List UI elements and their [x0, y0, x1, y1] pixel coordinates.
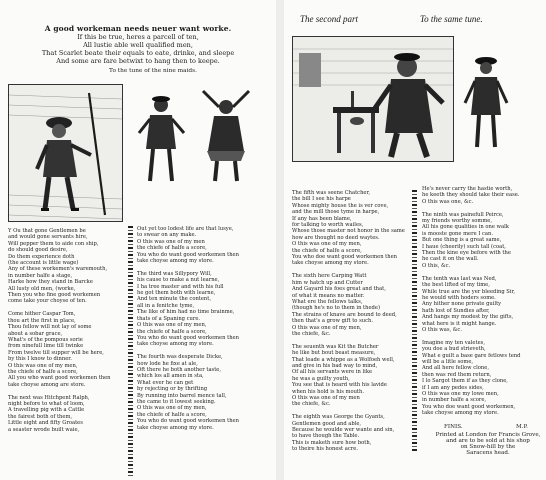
verse-line: O this was one of my men, [137, 322, 207, 329]
verse-line: Y Ou that gone Gentlemen be [8, 228, 86, 234]
subtitle-line: If this be true, heres a parcell of ten, [77, 33, 199, 41]
verse-line: All his gone qualities in one walk [422, 224, 509, 231]
verse-line: While true are the yer bleeding Sir, [422, 288, 516, 295]
verse-line: to have though the Table. [292, 433, 360, 440]
verse-line: From twelve till supper will be here, [8, 349, 104, 356]
verse-line: Little eight and fifty Groates [8, 420, 83, 427]
verse-line: is mooste gone mere I can. [422, 230, 493, 237]
verse-line: Do them experience doth [8, 253, 75, 260]
verse-line: Of all his servants were in like [292, 369, 373, 376]
verse-line: then that's a grow gift to such. [292, 318, 373, 325]
woodcut-raised-arms-figure [195, 89, 257, 187]
verse-line: And Gayard his foes great and that, [292, 286, 386, 293]
subtitle-line: That Scarlet beate their equals to eate, drinke, and sleepe [41, 49, 235, 57]
verse-line: the chiefe of halfe a score, [8, 368, 78, 375]
verse-line: The third was Sillypory Will, [137, 270, 212, 277]
finis-label: FINIS. [444, 424, 463, 430]
woodcut-interior-figures [293, 37, 453, 161]
verse-line: O this was one of my men, [8, 362, 78, 369]
verse-line: The fifth was seene Chatcher, [292, 190, 371, 196]
woodcut-raised-arms-man [194, 88, 258, 188]
verse-line: (the account is little wage) [8, 260, 79, 267]
verse-line: O this was one of my men [137, 238, 205, 245]
verse-line: (though he's no to them in thede) [292, 305, 380, 312]
verse-line: to swear on any make. [137, 232, 197, 239]
verse-line: the best lifted of my time, [422, 282, 490, 289]
verse-line: take choyse among my store. [137, 341, 214, 348]
verse-line: the bill I see his harpe [292, 196, 351, 203]
verse-line: The ninth was painefull Peirce, [422, 211, 504, 218]
verse-line: Come hither Caspar Tom, [8, 311, 76, 318]
verse-line: The fourth was desperate Dicke, [137, 354, 223, 361]
verse-line: the chiefe, &c. [292, 401, 331, 408]
imprint-line: Saracens head. [466, 450, 510, 456]
verse-line: he was a guilty youth, [292, 375, 350, 382]
verse-line: take choyse among are store. [8, 381, 86, 388]
verse-line: O this was one of my men, [292, 241, 362, 248]
verse-line: Any of these workemen's waremouth, [8, 266, 108, 273]
verse-line: O this was one of my men, [137, 405, 207, 412]
verse-line: the chiefe of halfe a score, [137, 328, 207, 335]
verse-line: in number halfe a stage, [8, 272, 73, 279]
woodcut-small-man-figure [134, 93, 189, 189]
verse-line: take choyse among my store. [422, 410, 499, 417]
verse-line: he like but bout beast measure, [292, 350, 376, 357]
verse-line: what here is it might hange. [422, 320, 497, 327]
verse-line: he cast it on the wall. [422, 256, 479, 263]
woodcut-man-figure [9, 85, 122, 221]
verse-line: Harke how they stand in Barcke [8, 279, 93, 286]
verse-line: Out yet too lodest life are that lusye, [137, 226, 234, 232]
verse-line: All lusty old men, (worke, [8, 285, 76, 292]
verse-line: take choyse among my store. [137, 424, 214, 431]
verse-line: You who do want good workemen then [137, 418, 239, 425]
verse-line: If any has been blame, [292, 215, 352, 222]
verse-line: thats of a Spaning cure. [137, 315, 201, 322]
verse-line: of what it means no matter. [292, 292, 365, 299]
verse-line: O this was one my lowe men, [422, 391, 499, 397]
printer-imprint [432, 432, 544, 456]
verse-line: O this was one of my men [292, 395, 360, 401]
ballad-column-4 [422, 186, 544, 417]
verse-line: What's of the pompous sorie [8, 336, 83, 343]
verse-line: if I am any pedes sides, [422, 384, 484, 391]
verse-line: you doe a bud strieveth, [422, 346, 486, 353]
verse-line: The strains of knave are bound to deed, [292, 311, 397, 318]
imprint-line: Printed at London for Francis Grove, [435, 432, 541, 438]
verse-line: take choyse among my store. [292, 260, 369, 267]
verse-line: I lo Sargot them if as they clone, [422, 378, 508, 385]
verse-line: a seaster wrode built waie, [8, 426, 80, 433]
verse-line: his cause to make a nut learne, [137, 277, 220, 284]
page-gutter [276, 0, 284, 480]
verse-line: the fairest both of them, [8, 413, 73, 420]
verse-line: Because he woulde wer wante and sin, [292, 427, 395, 434]
verse-line: The like of him had no time brainme, [137, 309, 235, 316]
verse-line: That leade a whippe as a Wolfoeh well, [292, 356, 395, 363]
ballad-column-1 [8, 228, 126, 433]
imprint-line: on Snow-hill by the [460, 444, 516, 450]
verse-line: and give in his bad way to mind, [292, 362, 378, 369]
verse-line: the chiefe, &c. [292, 330, 331, 337]
verse-line: You who do want good workemen then [137, 334, 239, 341]
verse-line: Thou fellow will not lay of some [8, 324, 92, 331]
verse-line: I haue (cheerily) such tall (coat, [422, 243, 506, 250]
verse-line: from ninefull lime till twinke [8, 343, 84, 350]
verse-line: how lode he fixe at ale, [137, 360, 198, 367]
verse-line: Any hither none private guilty [422, 301, 502, 308]
imprint-line: and are to be sold at his shop [446, 438, 530, 444]
verse-line: You who doe want good workemen, [422, 403, 516, 410]
verse-line: Then you who fine good workemen [8, 292, 101, 299]
verse-line: he would with hoders some. [422, 294, 496, 301]
verse-line: The sixth here Carping Watt [292, 273, 367, 280]
woodcut-gentleman [460, 38, 512, 158]
verse-line: come take your choyse of ten. [8, 298, 87, 305]
verse-line: the chiefe of halfe a score, [137, 245, 207, 252]
verse-line: by this I know to dinner. [8, 356, 72, 363]
verse-line: You see that is heard with his lavide [292, 382, 387, 389]
verse-line: and would gone servants hire, [8, 234, 88, 241]
same-tune-heading: To the same tune. [420, 14, 483, 24]
woodcut-man-with-staff [8, 84, 123, 222]
verse-line: Imagine my ten valetes, [422, 339, 485, 346]
tune-line: To the tune of the nine maids. [109, 68, 197, 74]
verse-line: The eighth was George the Gyants, [292, 414, 385, 421]
verse-line: do should good desire, [8, 247, 68, 254]
verse-line: And hangs my modest by the gifts, [422, 314, 514, 321]
verse-line: to theire his honest acre. [292, 446, 358, 453]
verse-line: I ha tree master and with his full [137, 283, 224, 290]
verse-line: O this was, &c. [422, 326, 462, 333]
verse-line: You who doe want good workemen then [292, 254, 398, 261]
verse-line: By running into barrel mence tall, [137, 392, 227, 399]
column-divider-ornament [128, 226, 133, 478]
subtitle-line: And some are fare betwixt to hang then to keepe. [56, 57, 220, 65]
verse-line: the came to it lowest seeking. [137, 398, 216, 405]
verse-line: him w hatch up and Cutter [292, 279, 363, 286]
verse-line: And all here fellow clone, [422, 365, 489, 372]
verse-line: Whose those master not honor in the same [292, 228, 405, 235]
verse-line: What ere the fellows talks, [292, 298, 363, 305]
verse-line: by rejecting or by thrifting [137, 386, 208, 393]
verse-line: my friends worthy somme, [422, 218, 492, 225]
author-initials: M.P. [516, 424, 528, 430]
verse-line: will be a litle some, [422, 358, 474, 365]
verse-line: Will pepper them to aide con ship, [8, 240, 99, 247]
second-part-heading: The second part [300, 14, 358, 24]
verse-line: And ten minute the content, [137, 296, 212, 303]
ballad-sheet-right [284, 0, 546, 480]
subtitle-line: All lustie able well qualified men, [83, 41, 193, 49]
verse-line: A travelling pig with a Cattle [8, 407, 85, 414]
verse-line: Whose mighty house the is ver cove, [292, 202, 389, 209]
ballad-column-3 [292, 190, 410, 453]
verse-line: This is maketh sure how both, [292, 439, 372, 446]
verse-line: the chiefe of halfe a score, [137, 411, 207, 418]
verse-line: You who do want good workemen then [137, 251, 239, 258]
verse-line: then was red them return, [422, 371, 492, 378]
verse-line: The next was Hitchpent Ralph, [8, 394, 90, 401]
verse-line: he keeth they should take their ease. [422, 192, 520, 199]
verse-line: when his hold is his mouth. [292, 388, 364, 395]
verse-line: and the mill those tyme in harpe, [292, 209, 380, 216]
verse-line: which los all amen in sta, [137, 373, 204, 380]
verse-line: O this, &c. [422, 262, 451, 269]
verse-line: about a sobar grace, [8, 330, 63, 337]
verse-line: All you who want good workemen then [8, 375, 111, 382]
verse-line: he got them both with learne, [137, 290, 216, 297]
verse-line: the chiefe of halfe a score, [292, 247, 362, 254]
verse-line: O this was one of my men, [292, 324, 362, 331]
woodcut-small-man [133, 92, 190, 190]
verse-line: The seuenth was Kit the Butcher [292, 343, 379, 350]
ballad-title: A good workeman needs neuer want worke. [44, 24, 232, 33]
verse-line: Gentlemen good and able, [292, 420, 362, 427]
verse-line: Then the kine eye before with the [422, 250, 511, 257]
verse-line: He's never carry the hastie worth, [422, 186, 513, 192]
verse-line: thou art the first in place, [8, 317, 76, 324]
verse-line: What e guilt a base gare fetlows tend [422, 352, 521, 359]
verse-line: The tenth was last was Ned, [422, 275, 497, 282]
verse-line: What ever he can get [137, 379, 194, 386]
verse-line: Oft there he both another taste, [137, 366, 222, 373]
verse-line: all in a fenitche tyme, [137, 302, 195, 309]
verse-line: how are thought no deed waytes. [292, 234, 380, 241]
verse-line: in number halfe a score, [422, 397, 487, 404]
verse-line: O this was one, &c. [422, 198, 474, 205]
woodcut-interior-scene [292, 36, 454, 162]
verse-line: But one thing is a great same, [422, 237, 502, 244]
column-divider-ornament [412, 190, 417, 452]
ballad-column-2 [137, 226, 273, 431]
woodcut-gentleman-figure [461, 39, 511, 157]
verse-line: night before to what of loom, [8, 400, 85, 407]
verse-line: take choyse among my store. [137, 258, 214, 265]
verse-line: hath lost of Sundies after, [422, 307, 490, 314]
verse-line: for talking to worth wailes, [292, 222, 364, 229]
